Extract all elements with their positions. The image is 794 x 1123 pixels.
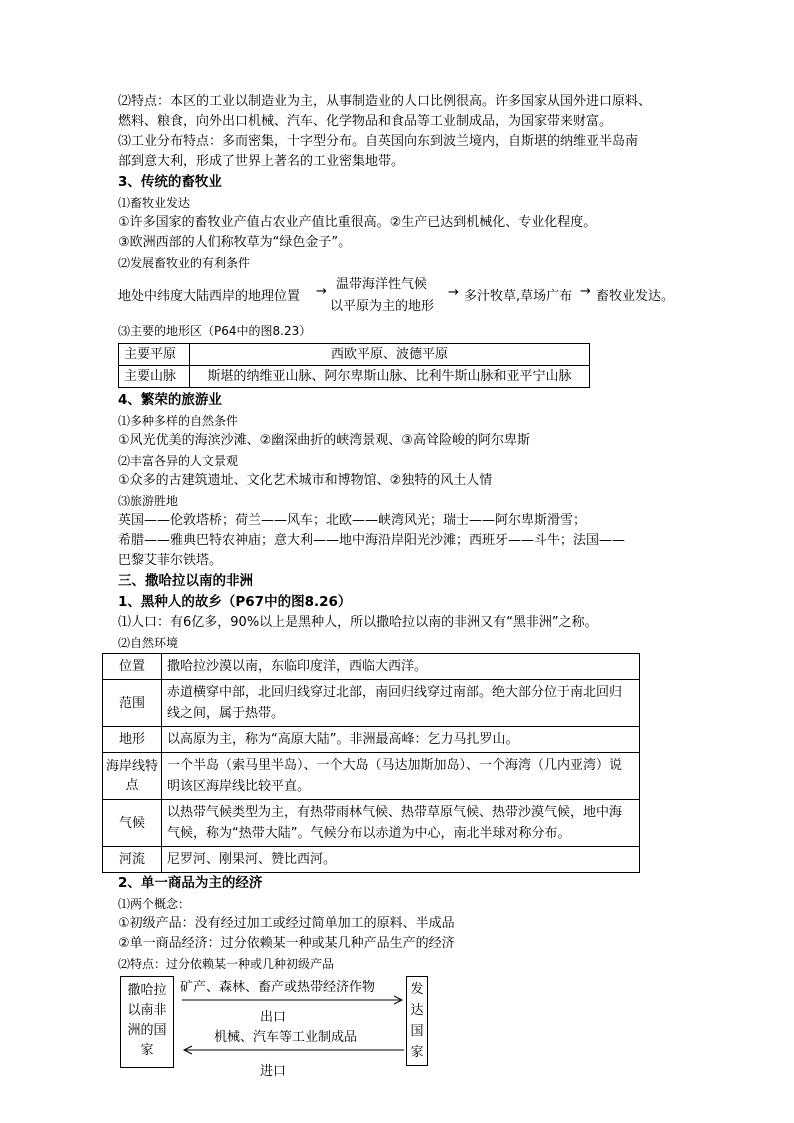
africa-box — [120, 976, 174, 1068]
conditions-flow — [118, 273, 678, 317]
section-3-sub-1a: ①许多国家的畜牧业产值占农业产值比重很高。②生产已达到机械化、专业化程度。 — [118, 215, 597, 230]
section-3-heading: 3、传统的畜牧业 — [118, 174, 222, 190]
table-row — [119, 344, 590, 366]
export-arrow-icon — [180, 994, 406, 1006]
section-4-sub-3b: 希腊——雅典巴特农神庙；意大利——地中海沿岸阳光沙滩；西班牙——斗牛；法国—— — [118, 533, 626, 548]
paragraph-3-cont: 部到意大利，形成了世界上著名的工业密集地带。 — [118, 154, 405, 169]
table-cell-key: 气候 — [103, 800, 162, 847]
import-arrow-icon — [180, 1044, 406, 1056]
table-cell-value: 撒哈拉沙漠以南，东临印度洋，西临大西洋。 — [162, 654, 640, 680]
part-3-sub-2: 2、单一商品为主的经济 — [118, 875, 263, 891]
export-label: 出口 — [260, 1010, 287, 1025]
paragraph-3: ⑶工业分布特点：多而密集，十字型分布。自英国向东到波兰境内，自斯堪的纳维亚半岛南 — [118, 134, 639, 149]
paragraph-2-cont: 燃料、粮食，向外出口机械、汽车、化学物品和食品等工业制成品，为国家带来财富。 — [118, 114, 613, 129]
table-cell-value: 以高原为主，称为“高原大陆”。非洲最高峰：乞力马扎罗山。 — [162, 727, 640, 753]
environment-line: ⑵自然环境 — [118, 636, 179, 650]
flow-top-text: 温带海洋性气候 — [336, 277, 428, 292]
section-4-sub-2a: ①众多的古建筑遗址、文化艺术城市和博物馆、②独特的风土人情 — [118, 473, 493, 488]
table-cell-value: 以热带气候类型为主，有热带雨林气候、热带草原气候、热带沙漠气候，地中海气候，称为“热带大陆”。气候分布以赤道为中心，南北半球对称分布。 — [162, 800, 640, 847]
flow-left-text: 地处中纬度大陆西岸的地理位置 — [118, 289, 301, 304]
developed-box — [406, 976, 428, 1066]
population-line: ⑴人口：有6亿多，90%以上是黑种人，所以撒哈拉以南的非洲又有“黑非洲”之称。 — [118, 615, 598, 630]
landform-table — [118, 343, 590, 388]
arrow-right-icon: → — [580, 284, 591, 299]
table-cell-value: 尼罗河、刚果河、赞比西河。 — [162, 847, 640, 873]
paragraph-2: ⑵特点：本区的工业以制造业为主，从事制造业的人口比例很高。许多国家从国外进口原料、 — [118, 94, 652, 109]
table-cell-key: 河流 — [103, 847, 162, 873]
table-row — [103, 800, 640, 847]
table-cell-key: 海岸线特点 — [103, 753, 162, 800]
flow-right-text: 多汁牧草,草场广布 — [464, 289, 573, 304]
arrow-right-icon: → — [448, 285, 459, 300]
environment-table — [102, 653, 640, 873]
feature-line: ⑵特点：过分依赖某一种或几种初级产品 — [118, 957, 335, 971]
section-4-heading: 4、繁荣的旅游业 — [118, 392, 222, 408]
table-cell-key: 范围 — [103, 680, 162, 727]
africa-box-label: 撒哈拉以南非洲的国家 — [127, 983, 167, 1058]
section-4-sub-3: ⑶旅游胜地 — [118, 494, 179, 508]
section-3-sub-2: ⑵发展畜牧业的有利条件 — [118, 256, 251, 270]
table-row — [103, 727, 640, 753]
arrow-right-icon: → — [316, 284, 327, 299]
document-page — [105, 92, 678, 1084]
section-3-sub-1: ⑴畜牧业发达 — [118, 196, 191, 210]
table-cell-key: 位置 — [103, 654, 162, 680]
flow-end-text: 畜牧业发达。 — [596, 289, 675, 304]
section-3-sub-1b: ③欧洲西部的人们称牧草为“绿色金子”。 — [118, 235, 352, 250]
table-row — [103, 753, 640, 800]
top-arrow-label: 矿产、森林、畜产或热带经济作物 — [180, 980, 376, 995]
concept-1: ①初级产品：没有经过加工或经过简单加工的原料、半成品 — [118, 916, 455, 931]
section-4-sub-3c: 巴黎艾菲尔铁塔。 — [118, 553, 223, 568]
concept-2: ②单一商品经济：过分依赖某一种或某几种产品生产的经济 — [118, 936, 455, 951]
trade-diagram — [118, 974, 678, 1084]
concepts-line: ⑴两个概念： — [118, 897, 191, 911]
table-row — [119, 366, 590, 388]
flow-bottom-text: 以平原为主的地形 — [330, 299, 435, 314]
table-cell-value: 一个半岛（索马里半岛）、一个大岛（马达加斯加岛）、一个海湾（几内亚湾）说明该区海岸线比较平直。 — [162, 753, 640, 800]
section-4-sub-3a: 英国——伦敦塔桥；荷兰——风车；北欧——峡湾风光；瑞士——阿尔卑斯滑雪； — [118, 513, 587, 528]
table-row — [103, 847, 640, 873]
developed-box-label: 发达国家 — [410, 982, 424, 1060]
section-4-sub-2: ⑵丰富各异的人文景观 — [118, 454, 239, 468]
table-row — [103, 654, 640, 680]
table-row — [103, 680, 640, 727]
bottom-arrow-label: 机械、汽车等工业制成品 — [214, 1030, 358, 1045]
part-3-heading: 三、撒哈拉以南的非洲 — [118, 573, 253, 589]
table-cell-key: 地形 — [103, 727, 162, 753]
section-4-sub-1a: ①风光优美的海滨沙滩、②幽深曲折的峡湾景观、③高耸险峻的阿尔卑斯 — [118, 433, 530, 448]
table-cell-value: 赤道横穿中部，北回归线穿过北部，南回归线穿过南部。绝大部分位于南北回归线之间，属于热带。 — [162, 680, 640, 727]
table-cell-value: 西欧平原、波德平原 — [190, 344, 590, 366]
section-3-sub-3: ⑶主要的地形区（P64中的图8.23） — [118, 324, 312, 338]
table-cell-key: 主要山脉 — [119, 366, 190, 388]
import-label: 进口 — [260, 1064, 287, 1079]
section-4-sub-1: ⑴多种多样的自然条件 — [118, 414, 239, 428]
table-cell-key: 主要平原 — [119, 344, 190, 366]
table-cell-value: 斯堪的纳维亚山脉、阿尔卑斯山脉、比利牛斯山脉和亚平宁山脉 — [190, 366, 590, 388]
part-3-sub-1: 1、黑种人的故乡（P67中的图8.26） — [118, 594, 352, 610]
